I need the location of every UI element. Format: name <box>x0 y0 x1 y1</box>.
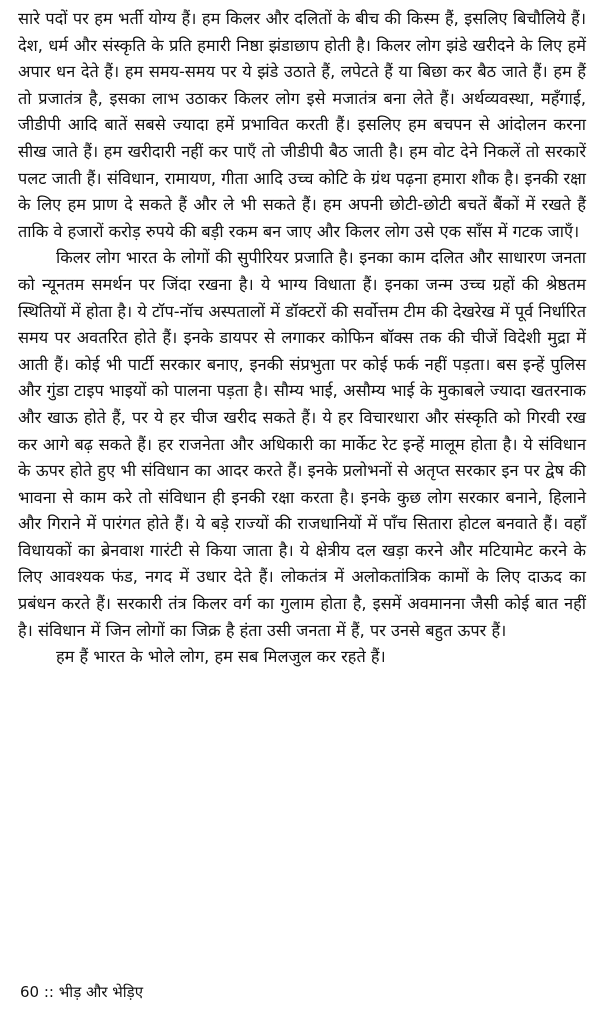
footer-separator: :: <box>43 983 54 1001</box>
page-footer <box>20 982 143 1002</box>
paragraph-1: सारे पदों पर हम भर्ती योग्य हैं। हम किलर और दलितों के बीच की किस्म हैं, इसलिए बिचौलिये हैं। देश, धर्म और संस्कृति के प्रति हमारी निष्ठा झंडाछाप होती है। किलर लोग झंडे खरीदने के लिए हमें अपार धन देते हैं। हम समय-समय पर ये झंडे उठाते हैं, लपेटते हैं या बिछा कर बैठ जाते हैं। हम हैं तो प्रजातंत्र है, इसका लाभ उठाकर किलर लोग इसे मजातंत्र बना लेते हैं। अर्थव्यवस्था, महँगाई, जीडीपी आदि बातें सबसे ज्यादा हमें प्रभावित करती हैं। इसलिए हम बचपन से आंदोलन करना सीख जाते हैं। हम खरीदारी नहीं कर पाएँ तो जीडीपी बैठ जाती है। हम वोट देने निकलें तो सरकारें पलट जाती हैं। संविधान, रामायण, गीता आदि उच्च कोटि के ग्रंथ पढ़ना हमारा शौक है। इनकी रक्षा के लिए हम प्राण दे सकते हैं और ले भी सकते हैं। हम अपनी छोटी-छोटी बचतें बैंकों में रखते हैं ताकि वे हजारों करोड़ रुपये की बड़ी रकम बन जाए और किलर लोग उसे एक साँस में गटक जाएँ। <box>18 9 586 241</box>
page-number: 60 <box>20 983 40 1001</box>
paragraph-3: हम हैं भारत के भोले लोग, हम सब मिलजुल कर रहते हैं। <box>56 647 386 667</box>
page-body <box>18 6 586 671</box>
paragraph-2: किलर लोग भारत के लोगों की सुपीरियर प्रजाति है। इनका काम दलित और साधारण जनता को न्यूनतम समर्थन पर जिंदा रखना है। ये भाग्य विधाता हैं। इनका जन्म उच्च ग्रहों की श्रेष्ठतम स्थितियों में होता है। ये टॉप-नॉच अस्पतालों में डॉक्टरों की सर्वोत्तम टीम की देखरेख में पूर्व निर्धारित समय पर अवतरित होते हैं। इनके डायपर से लगाकर कोफिन बॉक्स तक की चीजें विदेशी मुद्रा में आती हैं। कोई भी पार्टी सरकार बनाए, इनकी संप्रभुता पर कोई फर्क नहीं पड़ता। बस इन्हें पुलिस और गुंडा टाइप भाइयों को पालना पड़ता है। सौम्य भाई, असौम्य भाई के मुकाबले ज्यादा खतरनाक और खाऊ होते हैं, पर ये हर चीज खरीद सकते हैं। ये हर विचारधारा और संस्कृति को गिरवी रख कर आगे बढ़ सकते हैं। हर राजनेता और अधिकारी का मार्केट रेट इन्हें मालूम होता है। ये संविधान के ऊपर होते हुए भी संविधान का आदर करते हैं। इनके प्रलोभनों से अतृप्त सरकार इन पर द्वेष की भावना से काम करे तो संविधान ही इनकी रक्षा करता है। इनके कुछ लोग सरकार बनाने, हिलाने और गिराने में पारंगत होते हैं। ये बड़े राज्यों की राजधानियों में पाँच सितारा होटल बनवाते हैं। वहाँ विधायकों का ब्रेनवाश गारंटी से किया जाता है। ये क्षेत्रीय दल खड़ा करने और मटियामेट करने के लिए आवश्यक फंड, नगद में उधार देते हैं। लोकतंत्र में अलोकतांत्रिक कामों के लिए दाऊद का प्रबंधन करते हैं। सरकारी तंत्र किलर वर्ग का गुलाम होता है, इसमें अवमानना जैसी कोई बात नहीं है। संविधान में जिन लोगों का जिक्र है हंता उसी जनता में हैं, पर उनसे बहुत ऊपर हैं। <box>18 248 586 640</box>
book-title: भीड़ और भेड़िए <box>58 983 143 1001</box>
